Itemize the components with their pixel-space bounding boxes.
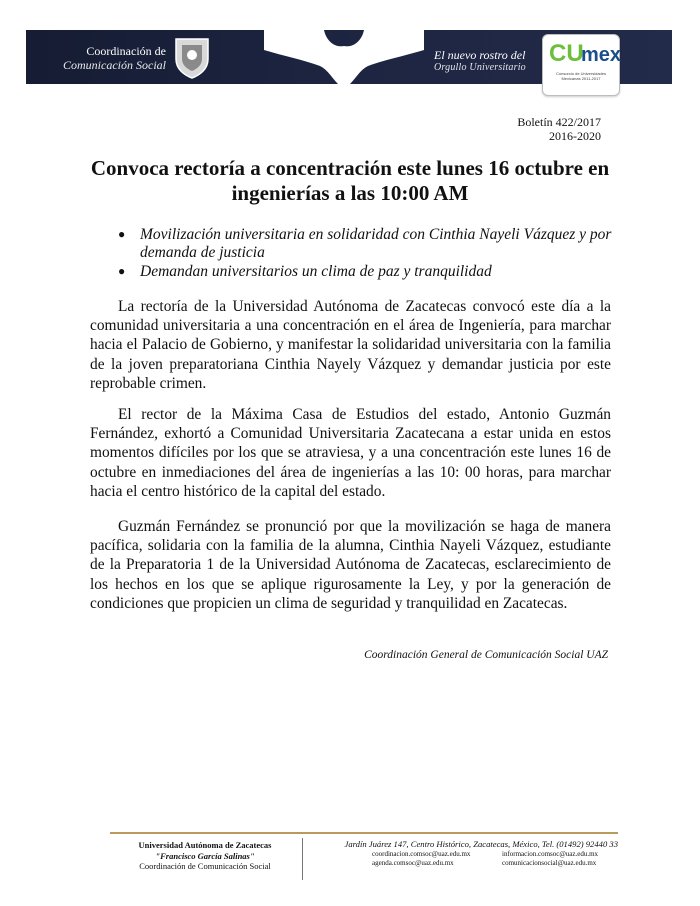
svg-text:mex: mex bbox=[581, 44, 622, 66]
bullet-icon: ● bbox=[118, 264, 126, 278]
bulletin-number: Boletín 422/2017 bbox=[517, 115, 601, 129]
list-item bbox=[118, 226, 613, 261]
footer-contact bbox=[306, 839, 618, 868]
footer-address: Jardín Juárez 147, Centro Histórico, Zacatecas, México, Tel. (01492) 92440 33 bbox=[344, 839, 618, 849]
signature: Coordinación General de Comunicación Social UAZ bbox=[364, 649, 608, 661]
slogan-line2: Orgullo Universitario bbox=[434, 62, 526, 73]
bullet-text: Movilización universitaria en solidaridad con Cinthia Nayeli Vázquez y por demanda de justicia bbox=[140, 226, 612, 261]
body-paragraph-2: El rector de la Máxima Casa de Estudios del estado, Antonio Guzmán Fernández, exhortó a Comunidad Universitaria Zacatecana a estar unida en estos momentos difíciles por los que se atraviesa, y a una concentración este lunes 16 de octubre en inmediaciones del área de ingenierías a las 10: 00 horas, para marchar hacia el centro histórico de la capital del estado. bbox=[90, 406, 611, 500]
footer-motto: "Francisco García Salinas" bbox=[155, 850, 255, 861]
footer-department: Coordinación de Comunicación Social bbox=[139, 861, 271, 871]
list-item bbox=[118, 263, 613, 281]
university-shield-icon bbox=[172, 35, 212, 79]
coord-line1: Coordinación de bbox=[86, 44, 166, 58]
coordination-logo bbox=[56, 44, 166, 74]
email-link[interactable]: informacion.comsoc@uaz.edu.mx bbox=[502, 849, 599, 858]
footer-divider bbox=[110, 832, 618, 834]
footer-email-row bbox=[306, 850, 618, 859]
highlight-list bbox=[118, 226, 613, 283]
email-link[interactable]: agenda.comsoc@uaz.edu.mx bbox=[372, 858, 454, 867]
cumex-fine-print: Consorcio de Universidades Mexicanas 2011-2017 bbox=[555, 71, 607, 81]
body-paragraph-3: Guzmán Fernández se pronunció por que la movilización se haga de manera pacífica, solidaria con la familia de la alumna, Cinthia Nayeli Vázquez, estudiante de la Preparatoria 1 de la Universidad Autónoma de Zacatecas, esclarecimiento de los hechos en los que se aplique rigurosamente la Ley, y por la generación de condiciones que propicien un clima de seguridad y tranquilidad en Zacatecas. bbox=[90, 518, 611, 612]
svg-text:CU: CU bbox=[549, 40, 584, 67]
bulletin-period: 2016-2020 bbox=[549, 129, 601, 143]
bullet-icon: ● bbox=[118, 227, 126, 241]
footer-vertical-divider bbox=[302, 838, 303, 880]
footer-institution bbox=[110, 840, 300, 872]
coord-line2: Comunicación Social bbox=[63, 58, 166, 72]
footer-university: Universidad Autónoma de Zacatecas bbox=[138, 840, 272, 850]
body-paragraph-1: La rectoría de la Universidad Autónoma de Zacatecas convocó este día a la comunidad universitaria a una concentración en el área de Ingeniería, para marchar hacia el Palacio de Gobierno, y manifestar la solidaridad universitaria con la familia de la joven preparatoriana Cinthia Nayely Vázquez y demandar justicia por este reprobable crimen. bbox=[90, 298, 611, 392]
email-link[interactable]: coordinacion.comsoc@uaz.edu.mx bbox=[372, 849, 471, 858]
cumex-logo-icon bbox=[547, 37, 622, 67]
bullet-text: Demandan universitarios un clima de paz y tranquilidad bbox=[140, 263, 492, 280]
page-title: Convoca rectoría a concentración este lunes 16 octubre en ingenierías a las 10:00 AM bbox=[90, 156, 610, 205]
email-link[interactable]: comunicacionsocial@uaz.edu.mx bbox=[502, 858, 597, 867]
bulletin-meta bbox=[517, 115, 601, 143]
cumex-badge bbox=[542, 34, 620, 96]
slogan bbox=[434, 48, 544, 74]
slogan-line1: El nuevo rostro del bbox=[434, 48, 526, 62]
eagle-silhouette-icon bbox=[264, 30, 424, 84]
footer-email-row bbox=[306, 859, 618, 868]
